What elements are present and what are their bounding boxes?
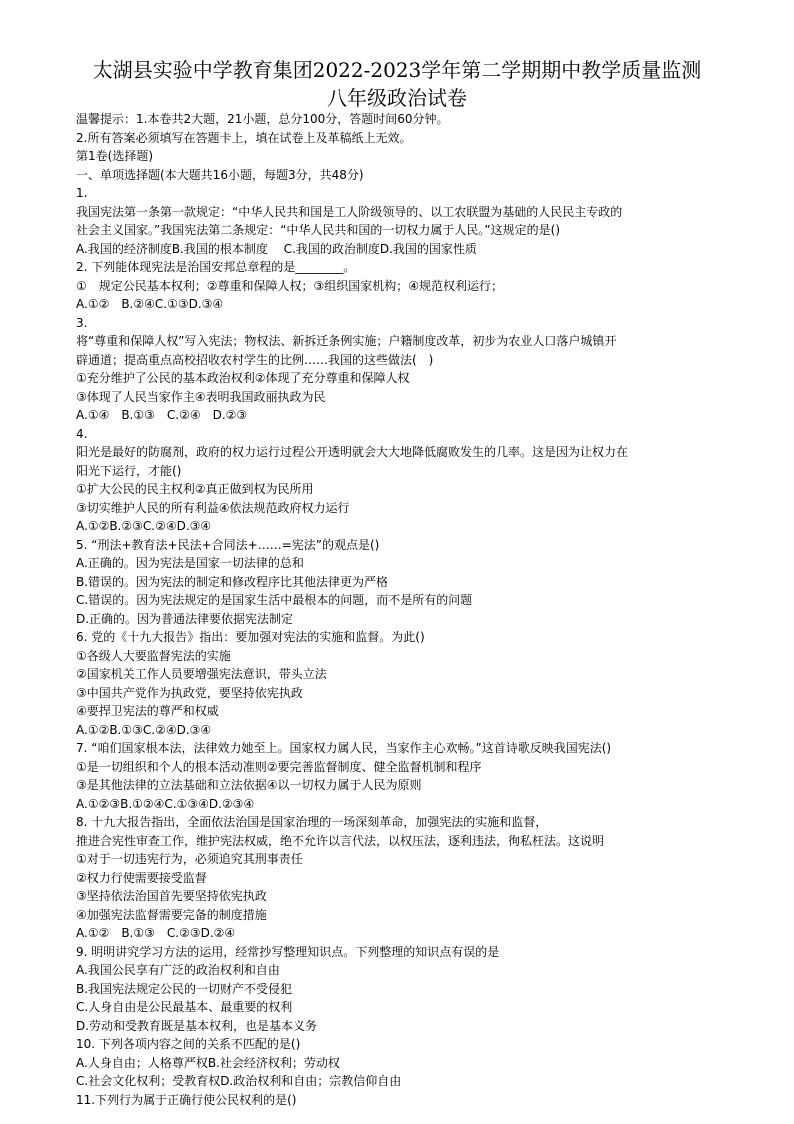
question-text: 6. 党的《十九大报告》指出：要加强对宪法的实施和监督。为此() — [76, 630, 425, 644]
question-statements: ③切实维护人民的所有利益④依法规范政府权力运行 — [76, 500, 350, 515]
answer-options: A.①②B.②③C.②④D.③④ — [76, 519, 212, 533]
question-number: 1. — [76, 186, 88, 200]
answer-options: C.社会文化权利；受教育权D.政治权利和自由；宗教信仰自由 — [76, 1074, 402, 1088]
question-text: 5. “刑法+教育法+民法+合同法+……=宪法”的观点是() — [76, 537, 380, 552]
question-statements: ④要捍卫宪法的尊严和权威 — [76, 704, 219, 718]
exam-title: 太湖县实验中学教育集团2022-2023学年第二学期期中教学质量监测 — [92, 58, 702, 82]
question-statements: ②国家机关工作人员要增强宪法意识，带头立法 — [76, 667, 327, 681]
question-text: 推进合宪性审查工作，维护宪法权威，绝不允许以言代法，以权压法，逐利违法，徇私枉法。这说明 — [76, 833, 605, 848]
answer-options: A.①② B.②④C.①③D.③④ — [76, 297, 224, 311]
question-text: 阳光下运行，才能() — [76, 463, 182, 478]
answer-option-c: C.人身自由是公民最基本、最重要的权利 — [76, 1000, 293, 1014]
question-text: 辟通道；提高重点高校招收农村学生的比例……我国的这些做法( ) — [76, 352, 434, 367]
question-text: 将“尊重和保障人权”写入宪法；物权法、新拆迁条例实施；户籍制度改革，初步为农业人口落户城镇开 — [76, 334, 617, 348]
answer-option-c: C.错误的。因为宪法规定的是国家生活中最根本的问题，而不是所有的问题 — [76, 593, 473, 607]
question-statements: ①扩大公民的民主权利②真正做到权为民所用 — [76, 482, 314, 496]
notice-line-2: 2.所有答案必须填写在答题卡上，填在试卷上及革稿纸上无效。 — [76, 130, 412, 145]
answer-options: A.人身自由；人格尊严权B.社会经济权利；劳动权 — [76, 1055, 340, 1070]
answer-option-d: D.正确的。因为普通法律要依据宪法制定 — [76, 611, 294, 626]
question-text: 11.下列行为属于正确行使公民权利的是() — [76, 1092, 297, 1107]
question-statements: ②权力行使需要接受监督 — [76, 870, 207, 885]
answer-option-a: A.我国公民享有广泛的政治权利和自由 — [76, 963, 280, 977]
question-statements: ③体现了人民当家作主④表明我国政丽执政为民 — [76, 389, 326, 404]
exam-subtitle: 八年级政治试卷 — [327, 86, 467, 110]
question-statements: ③坚持依法治国首先要坚持依宪执政 — [76, 889, 267, 903]
question-statements: ①各级人大要监督宪法的实施 — [76, 648, 231, 663]
question-statements: ①充分维护了公民的基本政治权利②体现了充分尊重和保障人权 — [76, 371, 410, 385]
answer-option-b: B.错误的。因为宪法的制定和修改程序比其他法律更为严格 — [76, 574, 389, 589]
answer-options: A.①④ B.①③ C.②④ D.②③ — [76, 408, 248, 422]
notice-line-1: 温馨提示：1.本卷共2大题，21小题，总分100分，答题时间60分钟。 — [76, 112, 449, 126]
question-text: 社会主义国家。”我国宪法第二条规定：“中华人民共和国的一切权力属于人民。”这规定的是() — [76, 223, 561, 237]
question-statements: ①对于一切违宪行为，必须追究其刑事责任 — [76, 852, 303, 866]
question-statements: ①是一切组织和个人的根本活动准则②要完善监督制度、健全监督机制和程序 — [76, 759, 482, 774]
answer-options: A.①②③B.①②④C.①③④D.②③④ — [76, 796, 255, 811]
answer-options: A.①②B.①③C.②④D.③④ — [76, 722, 212, 737]
question-statements: ① 规定公民基本权利；②尊重和保障人权；③组织国家机构；④规范权利运行； — [76, 278, 504, 293]
question-text: 9. 明明讲究学习方法的运用，经常抄写整理知识点。下列整理的知识点有误的是 — [76, 944, 500, 959]
question-text: 7. “咱们国家根本法，法律效力她至上。国家权力属人民，当家作主心欢畅。”这首诗歌反映我国宪法() — [76, 741, 612, 755]
answer-option-a: A.正确的。因为宪法是国家一切法律的总和 — [76, 556, 304, 570]
question-text: 2. 下列能体现宪法是治国安邦总章程的是________。 — [76, 260, 356, 274]
exam-content — [76, 110, 726, 1109]
question-text: 阳光是最好的防腐剂，政府的权力运行过程公开透明就会大大地降低腐败发生的几率。这是因为让权力在 — [76, 445, 629, 459]
question-statements: ④加强宪法监督需要完备的制度措施 — [76, 907, 267, 922]
answer-option-d: D.劳动和受教育既是基本权利，也是基本义务 — [76, 1018, 318, 1033]
answer-option-b: B.我国宪法规定公民的一切财产不受侵犯 — [76, 981, 293, 996]
question-text: 我国宪法第一条第一款规定：“中华人民共和国是工人阶级领导的、以工农联盟为基础的人民民主专政的 — [76, 204, 623, 219]
answer-options: A.我国的经济制度B.我国的根本制度 C.我国的政治制度D.我国的国家性质 — [76, 241, 477, 256]
question-statements: ③是其他法律的立法基础和立法依据④以一切权力属于人民为原则 — [76, 778, 422, 792]
question-text: 8. 十九大报告指出，全面依法治国是国家治理的一场深刻革命，加强宪法的实施和监督， — [76, 815, 548, 829]
volume-heading: 第1卷(选择题) — [76, 149, 153, 163]
part-heading: 一、单项选择题(本大题共16小题，每题3分，共48分) — [76, 167, 364, 182]
question-statements: ③中国共产党作为执政党，要坚持依宪执政 — [76, 685, 303, 700]
question-number: 4. — [76, 426, 88, 441]
answer-options: A.①② B.①③ C.②③D.②④ — [76, 926, 236, 940]
question-number: 3. — [76, 315, 88, 330]
question-text: 10. 下列各项内容之间的关系不匹配的是() — [76, 1037, 301, 1051]
